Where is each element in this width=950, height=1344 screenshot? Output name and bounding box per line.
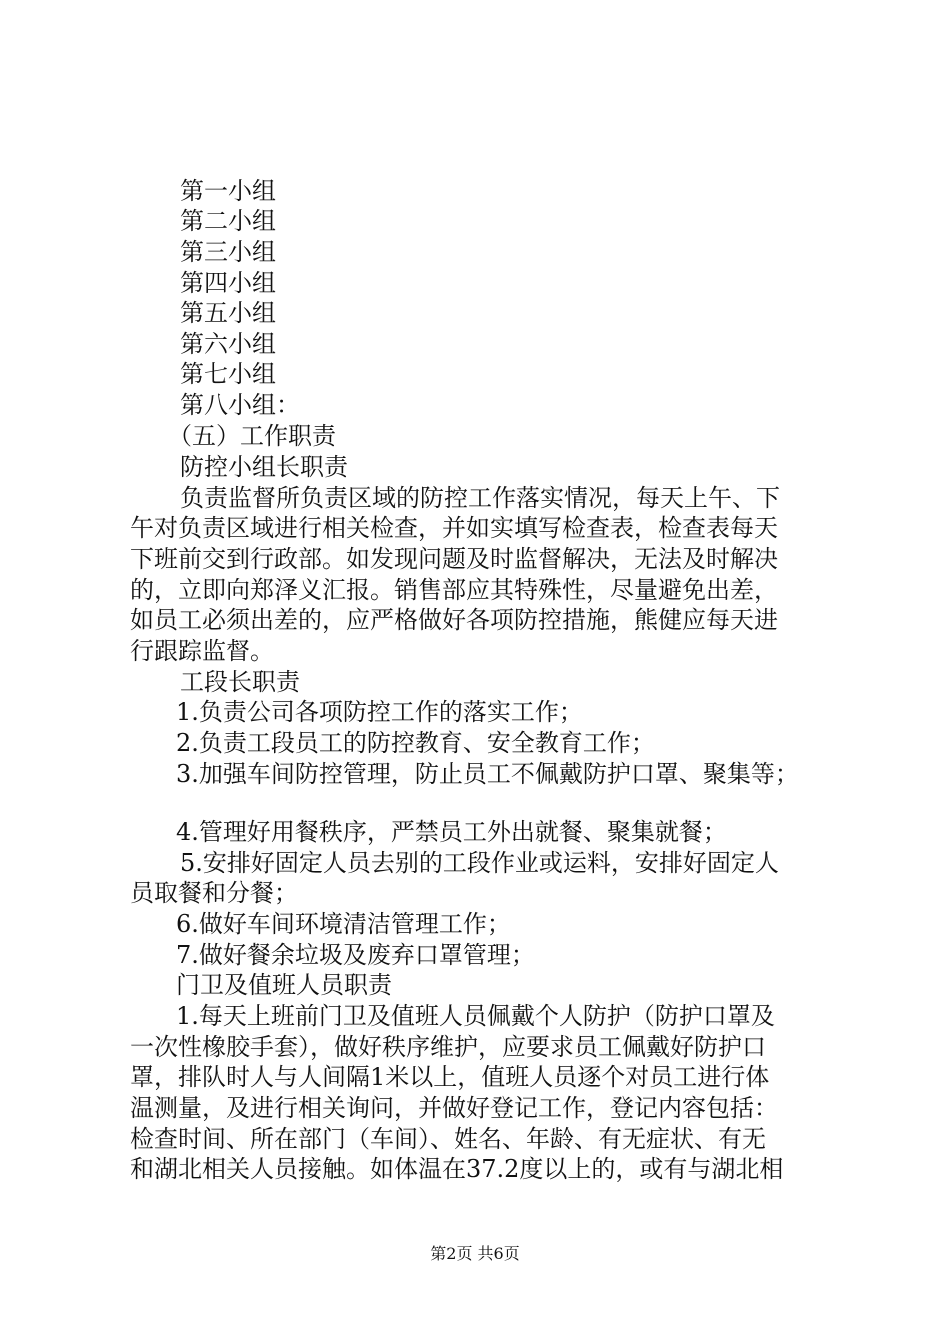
group-item: 第六小组 (180, 330, 276, 358)
leader-heading: 防控小组长职责 (180, 453, 348, 481)
page-footer: 第2页 共6页 (430, 1244, 520, 1263)
paragraph-line: 1.每天上班前门卫及值班人员佩戴个人防护（防护口罩及 (176, 1002, 775, 1030)
paragraph-line: 温测量，及进行相关询问，并做好登记工作，登记内容包括： (130, 1094, 778, 1122)
group-item: 第一小组 (180, 177, 276, 205)
paragraph-line: 如员工必须出差的，应严格做好各项防控措施，熊健应每天进 (130, 606, 778, 634)
group-item: 第三小组 (180, 238, 276, 266)
group-item: 第二小组 (180, 207, 276, 235)
paragraph-line: 的，立即向郑泽义汇报。销售部应其特殊性，尽量避免出差， (130, 576, 778, 604)
group-item: 第八小组： (180, 391, 300, 419)
paragraph-line: 罩，排队时人与人间隔1米以上，值班人员逐个对员工进行体 (130, 1063, 770, 1091)
paragraph-line: 负责监督所负责区域的防控工作落实情况，每天上午、下 (180, 484, 780, 512)
section-heading: 工段长职责 (180, 668, 300, 696)
paragraph-line: 午对负责区域进行相关检查，并如实填写检查表，检查表每天 (130, 514, 778, 542)
paragraph-line: 行跟踪监督。 (130, 637, 274, 665)
group-item: 第五小组 (180, 299, 276, 327)
paragraph-line: 和湖北相关人员接触。如体温在37.2度以上的，或有与湖北相 (130, 1155, 784, 1183)
guard-heading: 门卫及值班人员职责 (176, 971, 392, 999)
paragraph-line: 一次性橡胶手套），做好秩序维护，应要求员工佩戴好防护口 (130, 1033, 766, 1061)
list-item: 7.做好餐余垃圾及废弃口罩管理； (176, 941, 535, 969)
list-item: 2.负责工段员工的防控教育、安全教育工作； (176, 729, 655, 757)
group-item: 第四小组 (180, 269, 276, 297)
list-item: 5.安排好固定人员去别的工段作业或运料，安排好固定人 (180, 849, 779, 877)
list-item: 1.负责公司各项防控工作的落实工作； (176, 698, 583, 726)
group-item: 第七小组 (180, 360, 276, 388)
list-item: 4.管理好用餐秩序，严禁员工外出就餐、聚集就餐； (176, 818, 727, 846)
paragraph-line: 检查时间、所在部门（车间）、姓名、年龄、有无症状、有无 (130, 1125, 766, 1153)
list-item: 3.加强车间防控管理，防止员工不佩戴防护口罩、聚集等； (176, 760, 799, 788)
paragraph-line: 下班前交到行政部。如发现问题及时监督解决，无法及时解决 (130, 545, 778, 573)
list-item: 6.做好车间环境清洁管理工作； (176, 910, 511, 938)
section-title: （五）工作职责 (168, 422, 336, 450)
list-item-continuation: 员取餐和分餐； (130, 879, 298, 907)
